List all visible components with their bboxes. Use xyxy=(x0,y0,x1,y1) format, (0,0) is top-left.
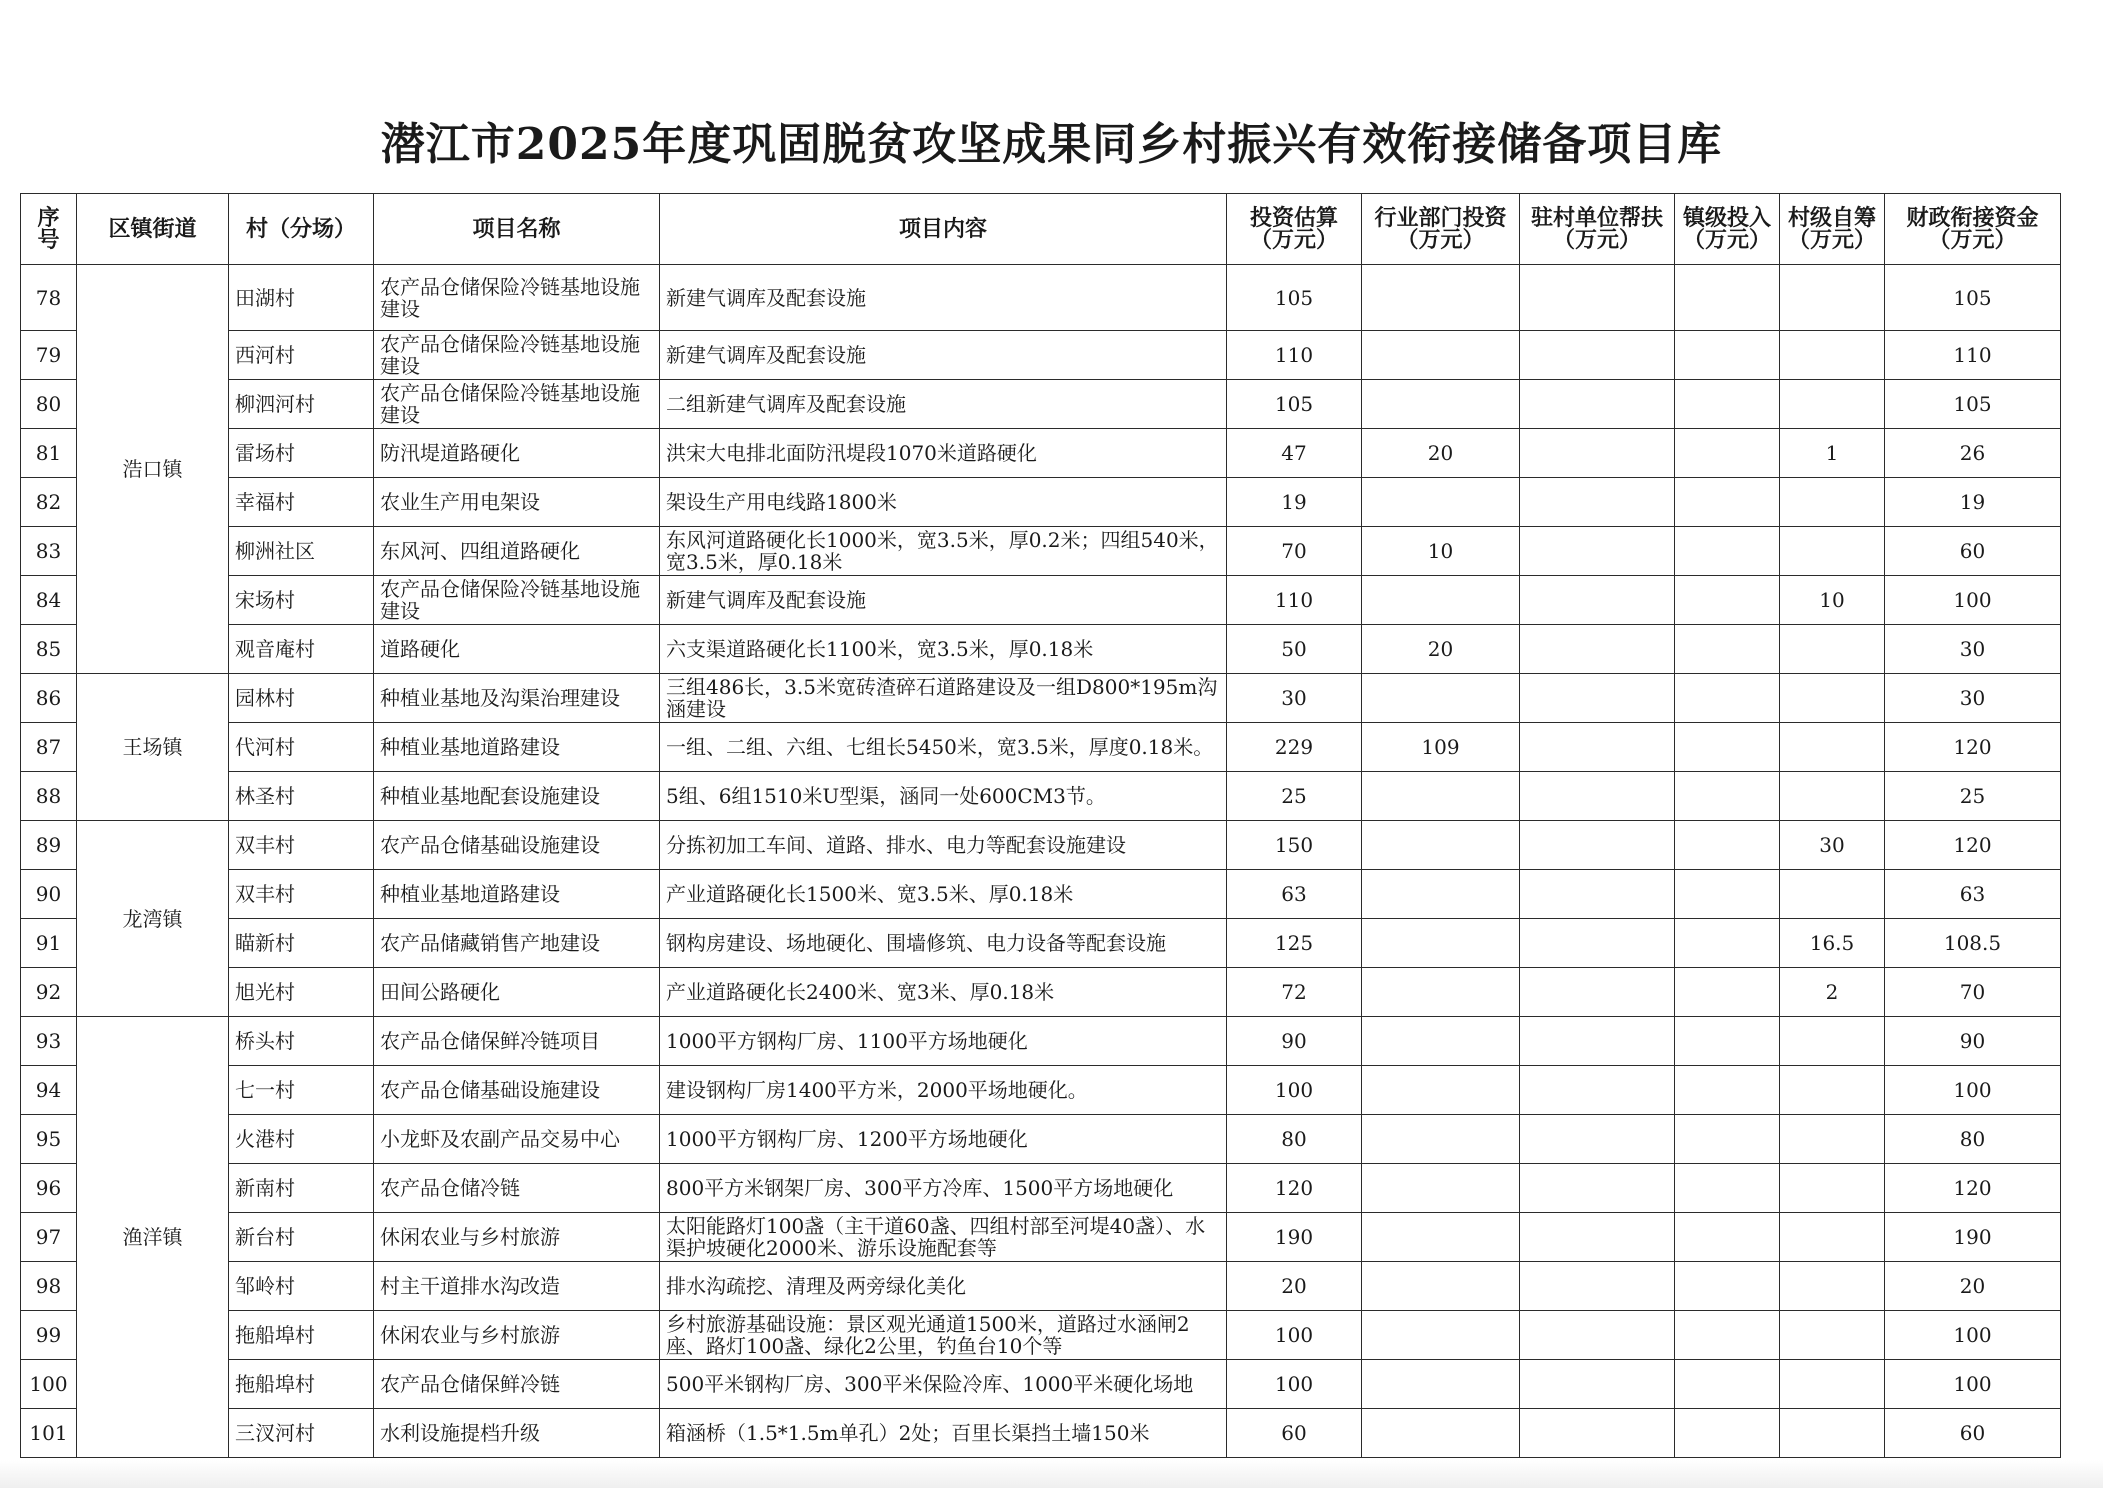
cell-village: 宋场村 xyxy=(229,576,374,625)
cell-dept-investment xyxy=(1362,919,1520,968)
cell-no: 88 xyxy=(21,772,77,821)
cell-town-investment xyxy=(1675,331,1780,380)
header-row xyxy=(21,194,2061,265)
table-row xyxy=(21,1360,2061,1409)
cell-village: 邹岭村 xyxy=(229,1262,374,1311)
cell-investment: 120 xyxy=(1227,1164,1362,1213)
cell-village: 双丰村 xyxy=(229,821,374,870)
cell-village-self xyxy=(1780,870,1885,919)
cell-unit-support xyxy=(1520,870,1675,919)
cell-village-self xyxy=(1780,1017,1885,1066)
cell-dept-investment xyxy=(1362,1213,1520,1262)
cell-town-investment xyxy=(1675,870,1780,919)
cell-dept-investment: 10 xyxy=(1362,527,1520,576)
cell-unit-support xyxy=(1520,265,1675,331)
cell-fiscal-funds: 26 xyxy=(1885,429,2061,478)
cell-village-self xyxy=(1780,1311,1885,1360)
cell-project-content: 箱涵桥（1.5*1.5m单孔）2处；百里长渠挡土墙150米 xyxy=(660,1409,1227,1458)
cell-dept-investment xyxy=(1362,772,1520,821)
cell-project-name: 休闲农业与乡村旅游 xyxy=(374,1213,660,1262)
cell-village-self xyxy=(1780,527,1885,576)
cell-project-name: 农产品仓储冷链 xyxy=(374,1164,660,1213)
cell-unit-support xyxy=(1520,331,1675,380)
cell-investment: 80 xyxy=(1227,1115,1362,1164)
header-project-content: 项目内容 xyxy=(660,194,1227,265)
cell-unit-support xyxy=(1520,968,1675,1017)
cell-fiscal-funds: 70 xyxy=(1885,968,2061,1017)
cell-fiscal-funds: 100 xyxy=(1885,576,2061,625)
cell-fiscal-funds: 110 xyxy=(1885,331,2061,380)
cell-project-content: 500平米钢构厂房、300平米保险冷库、1000平米硬化场地 xyxy=(660,1360,1227,1409)
cell-village-self: 2 xyxy=(1780,968,1885,1017)
cell-village: 瞄新村 xyxy=(229,919,374,968)
cell-unit-support xyxy=(1520,772,1675,821)
cell-town-investment xyxy=(1675,1262,1780,1311)
cell-project-name: 农业生产用电架设 xyxy=(374,478,660,527)
cell-village: 七一村 xyxy=(229,1066,374,1115)
cell-village-self xyxy=(1780,331,1885,380)
cell-unit-support xyxy=(1520,1164,1675,1213)
cell-dept-investment xyxy=(1362,1360,1520,1409)
cell-project-name: 种植业基地配套设施建设 xyxy=(374,772,660,821)
table-row xyxy=(21,919,2061,968)
cell-dept-investment xyxy=(1362,674,1520,723)
cell-project-name: 东风河、四组道路硬化 xyxy=(374,527,660,576)
cell-unit-support xyxy=(1520,674,1675,723)
cell-dept-investment xyxy=(1362,1311,1520,1360)
cell-project-content: 建设钢构厂房1400平方米，2000平场地硬化。 xyxy=(660,1066,1227,1115)
table-row xyxy=(21,1017,2061,1066)
cell-town: 浩口镇 xyxy=(77,265,229,674)
cell-village: 新台村 xyxy=(229,1213,374,1262)
cell-dept-investment xyxy=(1362,870,1520,919)
cell-village-self: 16.5 xyxy=(1780,919,1885,968)
cell-town-investment xyxy=(1675,576,1780,625)
cell-fiscal-funds: 60 xyxy=(1885,527,2061,576)
cell-village-self xyxy=(1780,265,1885,331)
cell-village-self xyxy=(1780,674,1885,723)
cell-village-self xyxy=(1780,380,1885,429)
cell-dept-investment xyxy=(1362,1115,1520,1164)
cell-fiscal-funds: 108.5 xyxy=(1885,919,2061,968)
cell-project-content: 一组、二组、六组、七组长5450米，宽3.5米，厚度0.18米。 xyxy=(660,723,1227,772)
cell-investment: 70 xyxy=(1227,527,1362,576)
table-row xyxy=(21,674,2061,723)
cell-unit-support xyxy=(1520,723,1675,772)
cell-village-self xyxy=(1780,478,1885,527)
cell-project-content: 800平方米钢架厂房、300平方冷库、1500平方场地硬化 xyxy=(660,1164,1227,1213)
cell-village: 园林村 xyxy=(229,674,374,723)
header-dept-investment: 行业部门投资（万元） xyxy=(1362,194,1520,265)
cell-fiscal-funds: 90 xyxy=(1885,1017,2061,1066)
table-row xyxy=(21,265,2061,331)
cell-project-name: 防汛堤道路硬化 xyxy=(374,429,660,478)
cell-no: 99 xyxy=(21,1311,77,1360)
cell-project-content: 新建气调库及配套设施 xyxy=(660,265,1227,331)
cell-dept-investment xyxy=(1362,576,1520,625)
cell-fiscal-funds: 20 xyxy=(1885,1262,2061,1311)
cell-unit-support xyxy=(1520,1115,1675,1164)
cell-dept-investment xyxy=(1362,331,1520,380)
cell-village: 旭光村 xyxy=(229,968,374,1017)
header-project-name: 项目名称 xyxy=(374,194,660,265)
cell-no: 98 xyxy=(21,1262,77,1311)
cell-town-investment xyxy=(1675,1409,1780,1458)
cell-town-investment xyxy=(1675,1066,1780,1115)
cell-fiscal-funds: 100 xyxy=(1885,1066,2061,1115)
cell-fiscal-funds: 100 xyxy=(1885,1360,2061,1409)
cell-no: 86 xyxy=(21,674,77,723)
cell-unit-support xyxy=(1520,1360,1675,1409)
cell-no: 95 xyxy=(21,1115,77,1164)
cell-investment: 100 xyxy=(1227,1311,1362,1360)
cell-no: 94 xyxy=(21,1066,77,1115)
cell-town-investment xyxy=(1675,527,1780,576)
cell-dept-investment xyxy=(1362,380,1520,429)
table-row xyxy=(21,1115,2061,1164)
cell-project-content: 东风河道路硬化长1000米，宽3.5米，厚0.2米；四组540米，宽3.5米，厚0.18米 xyxy=(660,527,1227,576)
cell-fiscal-funds: 120 xyxy=(1885,723,2061,772)
cell-project-name: 田间公路硬化 xyxy=(374,968,660,1017)
cell-village: 代河村 xyxy=(229,723,374,772)
cell-no: 90 xyxy=(21,870,77,919)
header-fiscal-funds: 财政衔接资金（万元） xyxy=(1885,194,2061,265)
cell-project-name: 村主干道排水沟改造 xyxy=(374,1262,660,1311)
cell-project-content: 产业道路硬化长2400米、宽3米、厚0.18米 xyxy=(660,968,1227,1017)
cell-no: 83 xyxy=(21,527,77,576)
cell-investment: 190 xyxy=(1227,1213,1362,1262)
cell-fiscal-funds: 105 xyxy=(1885,265,2061,331)
cell-project-content: 三组486长，3.5米宽砖渣碎石道路建设及一组D800*195m沟涵建设 xyxy=(660,674,1227,723)
cell-town-investment xyxy=(1675,380,1780,429)
cell-no: 82 xyxy=(21,478,77,527)
cell-no: 89 xyxy=(21,821,77,870)
cell-investment: 63 xyxy=(1227,870,1362,919)
cell-dept-investment: 20 xyxy=(1362,625,1520,674)
cell-town-investment xyxy=(1675,265,1780,331)
cell-project-content: 产业道路硬化长1500米、宽3.5米、厚0.18米 xyxy=(660,870,1227,919)
cell-town: 龙湾镇 xyxy=(77,821,229,1017)
cell-village-self xyxy=(1780,1164,1885,1213)
cell-dept-investment xyxy=(1362,968,1520,1017)
cell-village: 三汊河村 xyxy=(229,1409,374,1458)
cell-fiscal-funds: 120 xyxy=(1885,821,2061,870)
cell-town: 王场镇 xyxy=(77,674,229,821)
table-row xyxy=(21,1164,2061,1213)
cell-village: 雷场村 xyxy=(229,429,374,478)
cell-project-name: 小龙虾及农副产品交易中心 xyxy=(374,1115,660,1164)
cell-unit-support xyxy=(1520,1017,1675,1066)
cell-project-name: 农产品仓储保险冷链基地设施建设 xyxy=(374,380,660,429)
project-table xyxy=(20,193,2061,1458)
cell-investment: 60 xyxy=(1227,1409,1362,1458)
cell-town: 渔洋镇 xyxy=(77,1017,229,1458)
cell-village: 林圣村 xyxy=(229,772,374,821)
cell-village-self xyxy=(1780,1262,1885,1311)
cell-unit-support xyxy=(1520,576,1675,625)
cell-project-content: 架设生产用电线路1800米 xyxy=(660,478,1227,527)
cell-project-content: 排水沟疏挖、清理及两旁绿化美化 xyxy=(660,1262,1227,1311)
cell-town-investment xyxy=(1675,1164,1780,1213)
cell-town-investment xyxy=(1675,968,1780,1017)
cell-village-self xyxy=(1780,772,1885,821)
table-row xyxy=(21,1066,2061,1115)
cell-unit-support xyxy=(1520,1311,1675,1360)
cell-project-content: 1000平方钢构厂房、1200平方场地硬化 xyxy=(660,1115,1227,1164)
cell-town-investment xyxy=(1675,919,1780,968)
cell-investment: 110 xyxy=(1227,576,1362,625)
cell-investment: 30 xyxy=(1227,674,1362,723)
cell-unit-support xyxy=(1520,1213,1675,1262)
cell-town-investment xyxy=(1675,1115,1780,1164)
cell-town-investment xyxy=(1675,429,1780,478)
cell-investment: 150 xyxy=(1227,821,1362,870)
table-row xyxy=(21,968,2061,1017)
cell-town-investment xyxy=(1675,1017,1780,1066)
cell-village-self xyxy=(1780,1360,1885,1409)
cell-project-name: 农产品仓储保鲜冷链 xyxy=(374,1360,660,1409)
cell-fiscal-funds: 63 xyxy=(1885,870,2061,919)
cell-project-content: 洪宋大电排北面防汛堤段1070米道路硬化 xyxy=(660,429,1227,478)
cell-unit-support xyxy=(1520,1262,1675,1311)
cell-village: 拖船埠村 xyxy=(229,1360,374,1409)
cell-village: 新南村 xyxy=(229,1164,374,1213)
header-town-investment: 镇级投入（万元） xyxy=(1675,194,1780,265)
table-row xyxy=(21,576,2061,625)
cell-project-content: 5组、6组1510米U型渠，涵同一处600CM3节。 xyxy=(660,772,1227,821)
cell-unit-support xyxy=(1520,478,1675,527)
cell-fiscal-funds: 30 xyxy=(1885,625,2061,674)
cell-fiscal-funds: 80 xyxy=(1885,1115,2061,1164)
cell-project-name: 种植业基地道路建设 xyxy=(374,870,660,919)
cell-village-self xyxy=(1780,1409,1885,1458)
cell-project-content: 太阳能路灯100盏（主干道60盏、四组村部至河堤40盏）、水渠护坡硬化2000米、游乐设施配套等 xyxy=(660,1213,1227,1262)
cell-project-name: 农产品仓储保险冷链基地设施建设 xyxy=(374,576,660,625)
cell-no: 101 xyxy=(21,1409,77,1458)
cell-dept-investment xyxy=(1362,1164,1520,1213)
cell-fiscal-funds: 19 xyxy=(1885,478,2061,527)
cell-village: 田湖村 xyxy=(229,265,374,331)
cell-village: 火港村 xyxy=(229,1115,374,1164)
header-no: 序号 xyxy=(21,194,77,265)
cell-project-content: 钢构房建设、场地硬化、围墙修筑、电力设备等配套设施 xyxy=(660,919,1227,968)
cell-town-investment xyxy=(1675,723,1780,772)
cell-investment: 105 xyxy=(1227,265,1362,331)
cell-village: 观音庵村 xyxy=(229,625,374,674)
table-row xyxy=(21,625,2061,674)
cell-village: 幸福村 xyxy=(229,478,374,527)
table-row xyxy=(21,821,2061,870)
header-village-self: 村级自筹（万元） xyxy=(1780,194,1885,265)
cell-unit-support xyxy=(1520,1409,1675,1458)
cell-unit-support xyxy=(1520,919,1675,968)
cell-project-name: 休闲农业与乡村旅游 xyxy=(374,1311,660,1360)
cell-no: 85 xyxy=(21,625,77,674)
cell-project-name: 农产品仓储保险冷链基地设施建设 xyxy=(374,331,660,380)
cell-village: 柳泗河村 xyxy=(229,380,374,429)
cell-town-investment xyxy=(1675,674,1780,723)
cell-investment: 20 xyxy=(1227,1262,1362,1311)
cell-village-self xyxy=(1780,1115,1885,1164)
cell-project-content: 二组新建气调库及配套设施 xyxy=(660,380,1227,429)
cell-dept-investment: 109 xyxy=(1362,723,1520,772)
cell-no: 79 xyxy=(21,331,77,380)
cell-project-name: 农产品储藏销售产地建设 xyxy=(374,919,660,968)
cell-town-investment xyxy=(1675,625,1780,674)
cell-fiscal-funds: 120 xyxy=(1885,1164,2061,1213)
cell-town-investment xyxy=(1675,1311,1780,1360)
cell-project-name: 种植业基地道路建设 xyxy=(374,723,660,772)
cell-village-self: 30 xyxy=(1780,821,1885,870)
cell-investment: 47 xyxy=(1227,429,1362,478)
cell-no: 84 xyxy=(21,576,77,625)
cell-dept-investment: 20 xyxy=(1362,429,1520,478)
cell-project-name: 水利设施提档升级 xyxy=(374,1409,660,1458)
table-row xyxy=(21,429,2061,478)
cell-fiscal-funds: 190 xyxy=(1885,1213,2061,1262)
table-row xyxy=(21,1213,2061,1262)
cell-dept-investment xyxy=(1362,821,1520,870)
cell-unit-support xyxy=(1520,1066,1675,1115)
cell-fiscal-funds: 25 xyxy=(1885,772,2061,821)
cell-unit-support xyxy=(1520,821,1675,870)
cell-fiscal-funds: 60 xyxy=(1885,1409,2061,1458)
table-row xyxy=(21,478,2061,527)
table-row xyxy=(21,1409,2061,1458)
cell-village-self xyxy=(1780,625,1885,674)
cell-project-content: 分拣初加工车间、道路、排水、电力等配套设施建设 xyxy=(660,821,1227,870)
cell-investment: 19 xyxy=(1227,478,1362,527)
scan-bottom-edge xyxy=(0,1460,2103,1488)
cell-investment: 50 xyxy=(1227,625,1362,674)
cell-fiscal-funds: 30 xyxy=(1885,674,2061,723)
cell-village: 拖船埠村 xyxy=(229,1311,374,1360)
cell-project-name: 农产品仓储保险冷链基地设施建设 xyxy=(374,265,660,331)
cell-project-name: 道路硬化 xyxy=(374,625,660,674)
cell-no: 87 xyxy=(21,723,77,772)
table-row xyxy=(21,870,2061,919)
header-town: 区镇街道 xyxy=(77,194,229,265)
cell-village-self: 10 xyxy=(1780,576,1885,625)
cell-project-content: 乡村旅游基础设施：景区观光通道1500米，道路过水涵闸2座、路灯100盏、绿化2公里，钓鱼台10个等 xyxy=(660,1311,1227,1360)
cell-village: 柳洲社区 xyxy=(229,527,374,576)
table-row xyxy=(21,1311,2061,1360)
cell-town-investment xyxy=(1675,821,1780,870)
cell-project-name: 农产品仓储基础设施建设 xyxy=(374,1066,660,1115)
cell-no: 78 xyxy=(21,265,77,331)
cell-no: 100 xyxy=(21,1360,77,1409)
cell-investment: 229 xyxy=(1227,723,1362,772)
cell-investment: 105 xyxy=(1227,380,1362,429)
table-row xyxy=(21,1262,2061,1311)
table-row xyxy=(21,380,2061,429)
cell-village: 西河村 xyxy=(229,331,374,380)
cell-investment: 90 xyxy=(1227,1017,1362,1066)
cell-investment: 25 xyxy=(1227,772,1362,821)
cell-dept-investment xyxy=(1362,1066,1520,1115)
cell-village: 桥头村 xyxy=(229,1017,374,1066)
cell-no: 81 xyxy=(21,429,77,478)
cell-investment: 125 xyxy=(1227,919,1362,968)
cell-project-content: 六支渠道路硬化长1100米，宽3.5米，厚0.18米 xyxy=(660,625,1227,674)
cell-village-self xyxy=(1780,1213,1885,1262)
cell-dept-investment xyxy=(1362,1262,1520,1311)
cell-no: 80 xyxy=(21,380,77,429)
cell-unit-support xyxy=(1520,625,1675,674)
cell-dept-investment xyxy=(1362,1017,1520,1066)
table-row xyxy=(21,527,2061,576)
cell-dept-investment xyxy=(1362,1409,1520,1458)
header-village: 村（分场） xyxy=(229,194,374,265)
cell-fiscal-funds: 105 xyxy=(1885,380,2061,429)
cell-no: 91 xyxy=(21,919,77,968)
cell-unit-support xyxy=(1520,527,1675,576)
cell-investment: 72 xyxy=(1227,968,1362,1017)
table-row xyxy=(21,331,2061,380)
cell-no: 96 xyxy=(21,1164,77,1213)
table-row xyxy=(21,772,2061,821)
cell-unit-support xyxy=(1520,429,1675,478)
cell-project-content: 新建气调库及配套设施 xyxy=(660,331,1227,380)
page-title: 潜江市2025年度巩固脱贫攻坚成果同乡村振兴有效衔接储备项目库 xyxy=(380,119,1723,170)
cell-town-investment xyxy=(1675,772,1780,821)
cell-project-content: 新建气调库及配套设施 xyxy=(660,576,1227,625)
header-investment: 投资估算（万元） xyxy=(1227,194,1362,265)
cell-no: 92 xyxy=(21,968,77,1017)
cell-town-investment xyxy=(1675,1360,1780,1409)
cell-investment: 100 xyxy=(1227,1360,1362,1409)
cell-investment: 100 xyxy=(1227,1066,1362,1115)
header-unit-support: 驻村单位帮扶（万元） xyxy=(1520,194,1675,265)
cell-project-content: 1000平方钢构厂房、1100平方场地硬化 xyxy=(660,1017,1227,1066)
cell-project-name: 农产品仓储基础设施建设 xyxy=(374,821,660,870)
cell-investment: 110 xyxy=(1227,331,1362,380)
cell-town-investment xyxy=(1675,1213,1780,1262)
cell-no: 93 xyxy=(21,1017,77,1066)
cell-town-investment xyxy=(1675,478,1780,527)
cell-unit-support xyxy=(1520,380,1675,429)
cell-dept-investment xyxy=(1362,478,1520,527)
cell-village-self: 1 xyxy=(1780,429,1885,478)
cell-village-self xyxy=(1780,723,1885,772)
cell-dept-investment xyxy=(1362,265,1520,331)
cell-no: 97 xyxy=(21,1213,77,1262)
cell-project-name: 种植业基地及沟渠治理建设 xyxy=(374,674,660,723)
cell-project-name: 农产品仓储保鲜冷链项目 xyxy=(374,1017,660,1066)
cell-village-self xyxy=(1780,1066,1885,1115)
cell-village: 双丰村 xyxy=(229,870,374,919)
table-row xyxy=(21,723,2061,772)
cell-fiscal-funds: 100 xyxy=(1885,1311,2061,1360)
